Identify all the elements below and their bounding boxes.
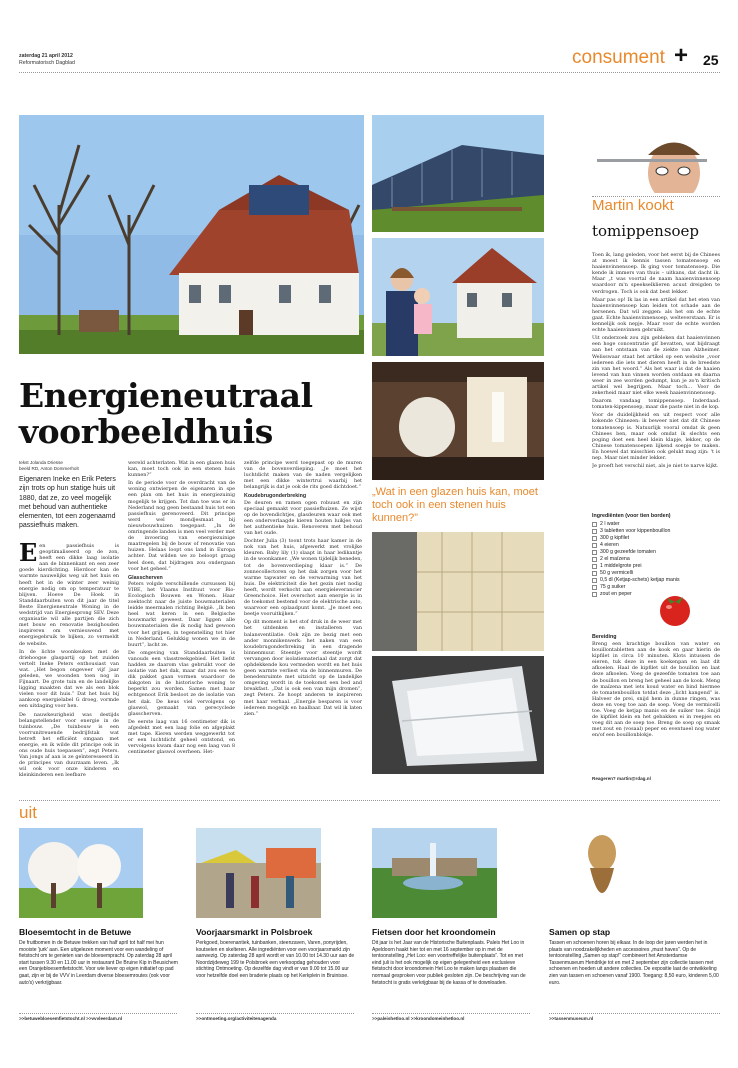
ingredient-text: 75 g suiker: [600, 584, 626, 590]
ingredient-item: [592, 563, 720, 570]
uit-item-title: Fietsen door het kroondomein: [372, 927, 496, 937]
window-photo: [372, 656, 544, 774]
house-photo: [19, 115, 364, 354]
martin-title-verb: kookt: [637, 197, 674, 214]
article-column-3: [244, 460, 362, 786]
solar-illustration: [372, 115, 544, 232]
subheading: Glasscherven: [128, 574, 163, 581]
palace-illustration: [372, 828, 497, 918]
uit-item-3: [372, 927, 532, 1010]
ingredient-text: 300 g gezeefde tomaten: [600, 549, 656, 555]
uit-label: uit: [19, 803, 37, 822]
paragraph: Je proeft het verschil niet, als je niet te narve kijkt.: [592, 463, 719, 470]
ingredient-item: [592, 556, 720, 563]
family-illustration: [372, 238, 544, 356]
uit-item-text: Tassen en schoenen horen bij elkaar. In de loop der jaren werden het in plaats van noodzakelijkheden en accessoires „must haves”. Op de tentoonstelling „Samen op stap!” combineert het Amsterdamse Tassenmuseum Hendrikje tot en met 2 september zijn collectie tassen met schoenen en hoeden uit andere collecties. De expositie laat de ontwikkeling zien van tassen en schoenen vanaf 1900. Toegang: 8,50 euro, kinderen 5,00 euro.: [549, 940, 719, 986]
martin-title: [592, 197, 674, 214]
recipe-title: tomippensoep: [592, 222, 700, 240]
insulation-illustration: [372, 532, 544, 651]
family-photo: [372, 238, 544, 356]
header-rule: [19, 72, 720, 73]
uit-link-3[interactable]: >>paleishetloo.nl >>kroondomeinhetloo.nl: [372, 1016, 465, 1021]
market-illustration: [196, 828, 321, 918]
house-illustration: [19, 115, 364, 354]
uit-item-text: Dit jaar is het Jaar van de Historische Buitenplaats. Paleis Het Loo in Apeldoorn haakt hier tot en met 16 september op in met de tentoonstelling „Het Loo: een voortreffelijke buitenplaats”. Tot en met eind juli is het ook mogelijk op eigen gelegenheid een exclusieve fietstocht door kroondomein Het Loo te maken langs plaatsen die normaal gesproken voor publiek gesloten zijn. De beschrijving van de fietstocht is gratis verkrijgbaar bij de kassa of te downloaden.: [372, 940, 526, 986]
paragraph: zelfde principe werd toegepast op de muren van de bovenverdieping. „Je moet het luchtdicht maken van de naden vergelijken met een dikke wintertrui waarbij het belangrijk is dat je ook de rits goed dichtdoet.”: [244, 460, 362, 491]
link-rule: [372, 1013, 530, 1014]
bag-illustration: [572, 828, 632, 918]
subheading: Koudebrugonderbreking: [244, 493, 307, 500]
article-title-line2: voorbeeldhuis: [19, 412, 273, 451]
market-photo: [196, 828, 321, 918]
article-title-line1: Energieneutraal: [19, 376, 313, 415]
article-column-2: [128, 460, 235, 786]
ingredients-list: [592, 521, 720, 598]
ingredient-text: 2 l water: [600, 521, 620, 527]
link-rule: [19, 1013, 177, 1014]
ingredient-text: 300 g kipfilet: [600, 535, 630, 541]
ingredient-text: 4 eieren: [600, 542, 619, 548]
checkbox-icon: [592, 550, 597, 555]
window-illustration: [372, 656, 544, 774]
uit-item-text: Perkgoed, boerenantiek, tuinbanken, steenzaven, Varen, ponyrijden, koutselen en skelteren. Alle ingrediënten voor een voorjaarsmarkt zijn aanwezig. Op zaterdag 28 april wordt er van 10.00 tot 14.30 uur aan de Noordzijdeweg 199 te Polsbroek een verkoopdag gehouden voor stichting Ontmoeting. Op dezelfde dag vindt er van 9.00 tot 15.00 uur voor hetzelfde doel een braderie plaats op het Kerkplein in Bruinisse.: [196, 940, 355, 979]
uit-item-2: [196, 927, 356, 1010]
ingredient-item: [592, 521, 720, 528]
ingredient-item: [592, 549, 720, 556]
prep-title: Bereiding: [592, 634, 617, 640]
interior-illustration: [372, 362, 544, 480]
uit-link-2[interactable]: >>ontmoeting.org/activiteitenagenda: [196, 1016, 277, 1021]
martin-footer: Reageren? martin@rdag.nl: [592, 776, 651, 781]
paragraph: Maar pas op! Ik las in een artikel dat het eten van haaienvinnensoep kan leiden tot schade aan de hersenen. Dat wil zeggen: als het om de echte gaat. Echte haaienvinnensoep, welteverstaan. Er is kennelijk ook nepje. Maar voor de echte worden echte haaienvinnen gebruikt.: [592, 296, 720, 334]
checkbox-icon: [592, 585, 597, 590]
prep-text: Breng een krachtige bouillon van water en bouillontabletten aan de kook en gaar hierin de kipfilet in circa 10 minuten. Klots intussen de eieren, tuk deze in een koekenpan en laat dit afkoelen. Haal de kipfilet uit de bouillon en laat deze afkoelen. Voeg de gezeefde tomaten toe aan de bouillon en breng het geheel aan de kook. Meng de maïzena met iets koud water en bind hiermee de tomatenbouillon totdat deze „licht kangend” is. Halveer de prei, snijd hem in dunne ringen, was deze en voeg toe aan de soep. Voeg de vermicelli toe. Voeg de ketjap manis en de suiker toe. Snijd de kipfilet klein en het gebakken ei in reepjes en voeg dit aan de soep toe. Breng de soep op smaak met zout en (vosaal) peper en eventueel nog water en/of een bouillonblokje.: [592, 641, 720, 739]
het-loo-photo: [372, 828, 497, 918]
checkbox-icon: [592, 578, 597, 583]
article-title: [19, 378, 313, 450]
blossom-photo: [19, 828, 143, 918]
paragraph: In de lichte woonkeuken met de driehoogse glaspartij op het zuiden vertelt Ineke Peters enthousiast van wat. „Het begon ongeveer vijf jaar geleden, we woonden toen nog in Fijnaart. De grote tuin en de landelijke ligging maakten dat we als een blok vielen voor dit huis.” Dat het huis bij aankoop energielabel G droeg, vormde een uitdaging voor hen.: [19, 648, 119, 710]
checkbox-icon: [592, 536, 597, 541]
checkbox-icon: [592, 529, 597, 534]
paragraph: De omgeving van Standdaarbuiten is vanouds een vlasstreekgebied. Het liefst hadden ze daarom vlas gebruikt voor de isolatie van het dak, maar dat zou een te dik pakket gaan vormen waardoor de dakgoten in de historische woning te beperkt zou worden. Samen met haar echtgenoot Erik besloot ze de isolatie van het dak. De keus viel vervolgens op glaswol, gemaakt van gerecyclede glasscherven.: [128, 649, 235, 717]
page-number: 25: [703, 52, 719, 68]
chef-photo: [592, 115, 720, 193]
tomato-icon: [655, 588, 695, 628]
ingredient-text: 1 middelgrote prei: [600, 563, 642, 569]
checkbox-icon: [592, 592, 597, 597]
paragraph: De nauwkeurigheid was destijds belangstellender voor energie in de tuinbouw. „De tuinbouw is een voorrunitreuende bedrijfstak wat betreft het efficiënt omgaan met energie, en ik wilde dit principe ook in ons oude huis toepassen”, zegt Peters. Van jongs af aan is ze geïnteresseerd in de principes van duurzaam leven. „Ik wil ook voor onze kinderen en kleinkinderen een leefbare: [19, 711, 119, 779]
paragraph: De eerste laag van 16 centimeter dik is afgedekt met een laag folie en afgeplakt met tape. Kieren werden weggewerkt tot er een luchtdicht geheel ontstond, en vervolgens kwam daar nog een laag van 8 centimeter glaswol overheen. Het-: [128, 718, 235, 756]
ingredient-text: zout en peper: [600, 591, 632, 597]
ingredient-item: [592, 577, 720, 584]
plus-icon: +: [674, 42, 689, 69]
checkbox-icon: [592, 522, 597, 527]
ingredient-item: [592, 542, 720, 549]
uit-item-text: De fruitbomen in de Betuwe trekken van half april tot half mei hun mooiste 'jurk' aan. Een uitgelezen moment voor een wandeling of fietstocht om te genieten van de bloesempracht. Op zaterdag 28 april start tussen 9.30 en 11.00 uur in restaurant De Bruine Kip in Beusichem een Oranjebloesemfietstocht. Voor wie liever op eigen initiatief op pad gaat, zijn er bij de VVV in Leerdam diverse bloesemroutes (ook voor auto's) verkrijgbaar.: [19, 940, 178, 986]
pull-quote: „Wat in een glazen huis kan, moet toch ook in een stenen huis kunnen?”: [372, 486, 538, 524]
uit-link-4[interactable]: >>tassenmuseum.nl: [549, 1016, 594, 1021]
uit-item-title: Voorjaarsmarkt in Polsbroek: [196, 927, 313, 937]
paragraph: Voor de duidelijkheid en uit respect voor alle kokende Chinezen: ik beweer niet dat dit Chinese tomatensoep is. Natuurlijk vooral omdat ik geen Chinees ben, maar ook omdat ik slechts een poging doet een heel klein klapje, lekker, op de Chinese tomatensoepen lijkend soepje te maken. En hoewel dat misschien ook gelukt mag zijn: 't is nep. Maar niet minder lekker.: [592, 412, 720, 461]
uit-item-title: Samen op stap: [549, 927, 611, 937]
paragraph: wereld achterlaten. Wat in een glazen huis kan, moet toch ook in een stenen huis kunnen?”: [128, 460, 235, 479]
byline-photo: beeld RD, Anton Dommerholt: [19, 465, 79, 471]
paragraph: Dochter Julia (3) toont trots haar kamer in de nok van het huis, afgewerkt met vrolijke kleuren. Baby lily (1) slaapt in haar ledikantje in de woonkamer. „We wonen tijdelijk beneden, tot de bovenverdieping klaar is.” De zonnecollectoren op het dak zorgen voor het warme tapwater en de verwarming van het huis. De elektriciteit die het gezin niet nodig heeft, wordt verkocht aan energieleverancier Greenchoice. Het overschot aan energie is in de toekomst bestemd voor de elektrische auto, waarvoor een oplaadpunt komt. „Je moet een beetje vooruitkijken.”: [244, 538, 362, 618]
blossom-illustration: [19, 828, 143, 918]
wall-insulation-photo: [372, 532, 544, 651]
paragraph: Daarom vandaag tomippensoep. Inderdaad: tomaten-kippensoep, maar die paste niet in de kop.: [592, 398, 720, 411]
paragraph: Toen ik, lang geleden, voor het eerst bij de Chinees at moest ik kennis tassen tomatensoep en haaienvinnensoep. Ik ging voor tomatensoep. Die kende ik immers van thuis – uitkans, dat dacht ik. Maar „t was voortal de naam haaienvinnensoep waardoor m'n speekselklieren acuut dreigden te verdrogen. Toch is ook dat best lekker.: [592, 252, 720, 295]
header-date: zaterdag 21 april 2012: [19, 53, 73, 59]
link-rule: [549, 1013, 720, 1014]
article-intro: Eigenaren Ineke en Erik Peters zijn trots op hun statige huis uit 1880, dat ze, zo veel mogelijk met behoud van authentieke elementen, tot een zogenaamd passiefhuis maken.: [19, 476, 116, 530]
uit-item-1: [19, 927, 179, 1010]
interior-stove-photo: [372, 362, 544, 480]
paragraph: en passiefhuis is geoptimaliseerd op de zon, heeft een dikke laag isolatie aan de binnenkant en een zeer goede kierdichting. Hierdoor kan de warmte nauwelijks weg uit het huis en heeft het in de winter zeer weinig energie nodig om op temperatuur te blijven. Hoeve De Hoek in Standdaarbuiten won dit jaar de titel Beste Energieneutrale Woning in de wedstrijd van Energiesprong SEV. Deze organisatie wil alle partijen die zich met bouw en renovatie bezighouden inspireren om vernieuwend met energiegebruik te bijken, zo vermeldt de website.: [19, 543, 119, 647]
solar-panels-photo: [372, 115, 544, 232]
ingredient-item: [592, 535, 720, 542]
ingredient-item: [592, 528, 720, 535]
byline-text: tekst Jolanda Driesse: [19, 460, 63, 465]
uit-rule: [19, 800, 720, 801]
checkbox-icon: [592, 543, 597, 548]
uit-item-4: [549, 927, 720, 1010]
ingredient-text: 50 g vermicelli: [600, 570, 634, 576]
paragraph: Op dit moment is het stof druk in de weer met het uitdenken en installeren van balansventilatie. Ook zijn ze bezig met een ander monnikenwerk: het naken van een koudebrugonderbreking in een dragende binnenmuur. Steentje voor steentje wordt vervangen door isolatiemateriaal dat zorgt dat ophdekkende kou vermeden wordt en het huis geen warmte verliest via de binnenmuren. De benedenruimte met uitzicht op de landelijke omgeving wordt in de toekomst een bed and breakfast. „Dat is ook een van mijn dromen”, zegt Peters. Ze hoopt anderen te inspireren met haar verhaal. „Energie besparen is voor iedereen mogelijk en haalbaar. Dat wil ik laten zien.”: [244, 619, 362, 717]
byline: [19, 460, 79, 471]
ingredients-title: Ingrediënten (voor tien borden): [592, 513, 671, 519]
uit-item-title: Bloesemtocht in de Betuwe: [19, 927, 132, 937]
paragraph: Peters volgde verschillende cursussen bij VIBE, het Vlaams Instituut voor Bio-Ecologisch Bouwen en Wonen. Haar zoektocht naar de juiste bouwmaterialen leidde meermalen richting België. „Ik ben heel wat keren in een Belgische bouwmarkt geweest. Daar liggen alle bouwmaterialen die ik nodig had gewoon voor het grijpen, in tegenstelling tot hier in Nederland. Gelukkig wonen we in de buurt”, lacht ze.: [128, 580, 235, 648]
section-title: consument: [572, 47, 665, 68]
drop-cap: E: [19, 543, 38, 567]
ingredient-text: 3 tabletten voor kippenbouillon: [600, 528, 671, 534]
ingredient-item: [592, 570, 720, 577]
checkbox-icon: [592, 564, 597, 569]
martin-text: [592, 252, 720, 510]
article-column-1: [19, 543, 119, 786]
paragraph: Uit onderzoek zou zijn gebleken dat haaienvinnen een hoge concentratie gif bevatten, wat bijdraagt aan het ontstaan van de ziekte van Alzheimer. Welisswaar staat het artikel op een website „voor iedereen die iets met dieren heeft in de breedste zin van het woord.” Als het waar is dat de haaien levend van hun vinnen worden ontdaan en daarna weer in zee worden gedumpt, kun je zo'n kritisch artikel wel begrijpen. Maar toch… Voor de zekerheid maar niet elke week haaienvinnensoep.: [592, 335, 720, 397]
paragraph: In de periode voor de overdracht van de woning ontwierpen de eigenaren in spe een plan om het huis in energiezuinig mogelijk te krijgen. Tot dan toe was er in Nederland nog geen bestaand huis tot een passiefhuis gerenoveerd. Dit principe werd wel mondjesmaat bij nieuwbouwhuizen toegepast. „In de omringende landen is men veel verder met de invoering van energiezuinige maatregelen bij de bouw of renovatie van huizen. Helaas loopt ons land in Europa achter. Dat wilden we zo beloopt graag heel doen, dat bijdragen zou ondergaan voor het geheel.”: [128, 480, 235, 572]
uit-link-1[interactable]: >>betuwebloesemfietstocht.nl >>vvvleerdam.nl: [19, 1016, 123, 1021]
martin-title-name: Martin: [592, 197, 634, 214]
checkbox-icon: [592, 557, 597, 562]
ingredient-text: 2 el maïzena: [600, 556, 630, 562]
ingredient-text: 0,5 dl (Ketjap-schets) ketjap manis: [600, 577, 680, 583]
checkbox-icon: [592, 571, 597, 576]
bag-photo: [572, 828, 632, 918]
paragraph: De deuren en ramen ogen robuust en zijn speciaal gemaakt voor passiefhuizen. Ze wijst op de bovendichtjes, glasdeuren waar ook met een onderverlaagde kieren houten luikjes van het authentieke huis. Renoveren met behoud van het oude.: [244, 499, 362, 537]
chef-illustration: [592, 115, 720, 193]
header-paper: Reformatorisch Dagblad: [19, 60, 75, 66]
tomato-photo: [655, 588, 695, 628]
link-rule: [196, 1013, 354, 1014]
